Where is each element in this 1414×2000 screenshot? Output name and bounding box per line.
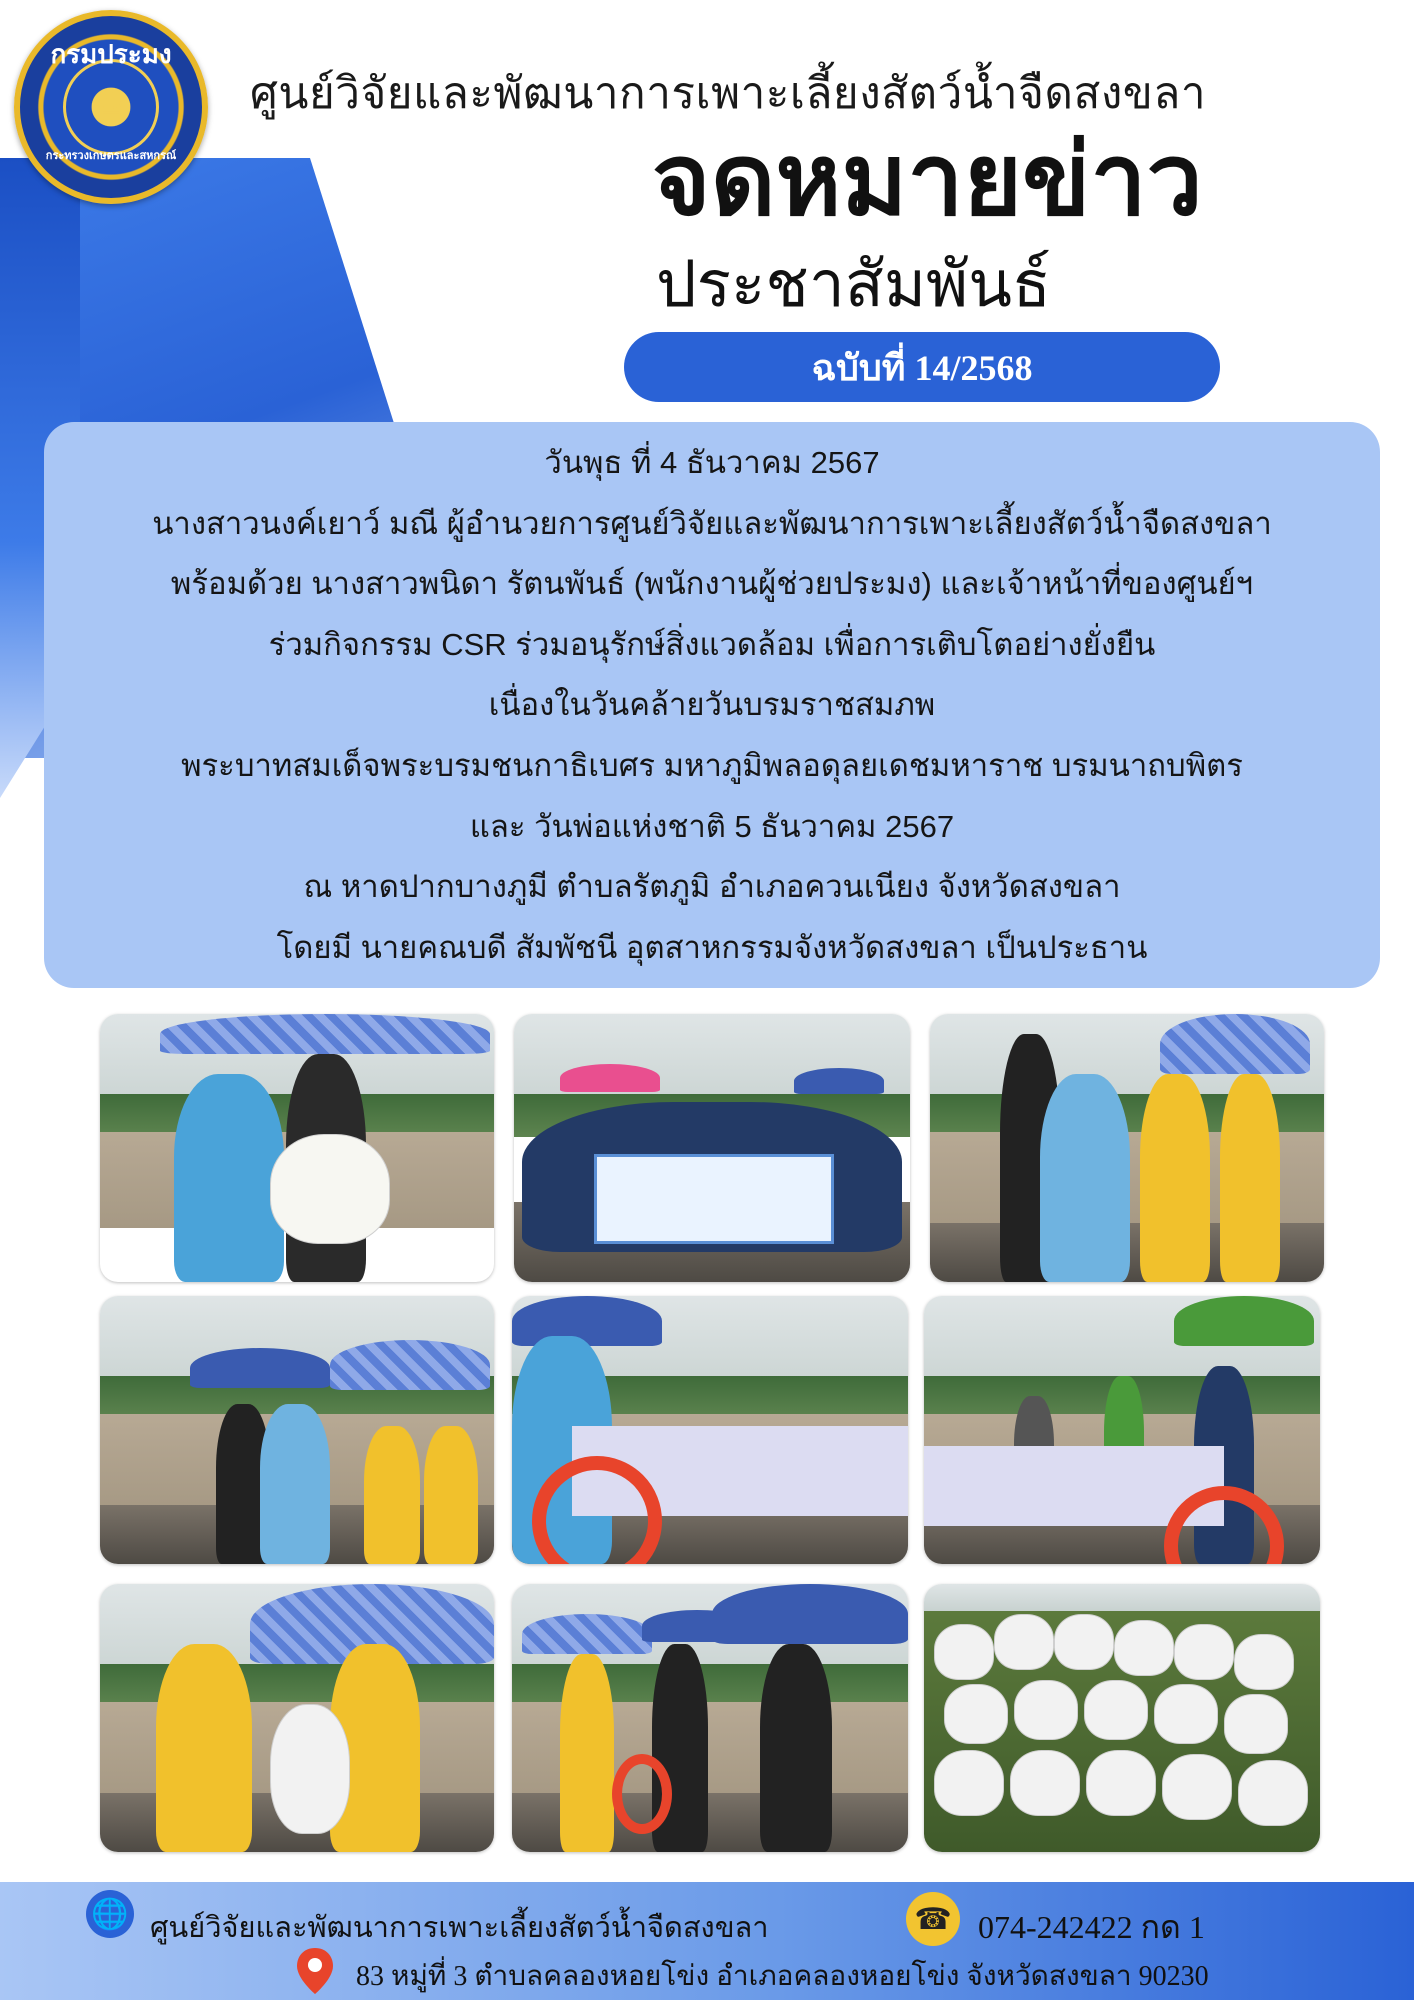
- event-photo-holding-fish-bags: [100, 1584, 494, 1852]
- summary-line: โดยมี นายคณบดี สัมพัชนี อุตสาหกรรมจังหวัดสงขลา เป็นประธาน: [276, 929, 1148, 965]
- event-photo-fish-bags-grass: [924, 1584, 1320, 1852]
- summary-line: ณ หาดปากบางภูมี ตำบลรัตภูมิ อำเภอควนเนียง จังหวัดสงขลา: [303, 869, 1121, 905]
- event-photo-officials: [930, 1014, 1324, 1282]
- phone-icon: ☎: [906, 1892, 960, 1946]
- summary-line: ร่วมกิจกรรม CSR ร่วมอนุรักษ์สิ่งแวดล้อม เพื่อการเติบโตอย่างยั่งยืน: [268, 626, 1156, 662]
- footer-organization: ศูนย์วิจัยและพัฒนาการเพาะเลี้ยงสัตว์น้ำจืดสงขลา: [150, 1912, 769, 1944]
- footer-phone-number: 074-242422 กด 1: [978, 1909, 1205, 1945]
- summary-line: นางสาวนงค์เยาว์ มณี ผู้อำนวยการศูนย์วิจัยและพัฒนาการเพาะเลี้ยงสัตว์น้ำจืดสงขลา: [152, 505, 1272, 541]
- event-photo-group-banner: [514, 1014, 910, 1282]
- logo-bottom-text: กระทรวงเกษตรและสหกรณ์: [45, 150, 177, 162]
- summary-line: และ วันพ่อแห่งชาติ 5 ธันวาคม 2567: [469, 808, 955, 844]
- globe-icon: 🌐: [86, 1890, 134, 1938]
- newsletter-subtitle: ประชาสัมพันธ์: [656, 248, 1051, 320]
- summary-line: พระบาทสมเด็จพระบรมชนกาธิเบศร มหาภูมิพลอดุลยเดชมหาราช บรมนาถบพิตร: [181, 747, 1243, 783]
- emblem-icon: ♛: [63, 59, 159, 155]
- event-photo-fish-release-sheet: [512, 1296, 908, 1564]
- issue-number: ฉบับที่ 14/2568: [811, 347, 1033, 388]
- summary-line: วันพุธ ที่ 4 ธันวาคม 2567: [544, 445, 880, 480]
- department-of-fisheries-logo: [14, 10, 208, 204]
- map-pin-icon: [290, 1946, 340, 1996]
- summary-line: พร้อมด้วย นางสาวพนิดา รัตนพันธ์ (พนักงานผู้ช่วยประมง) และเจ้าหน้าที่ของศูนย์ฯ: [170, 566, 1254, 602]
- event-photo-umbrellas-riverbank: [512, 1584, 908, 1852]
- organization-title: ศูนย์วิจัยและพัฒนาการเพาะเลี้ยงสัตว์น้ำจืดสงขลา: [250, 69, 1207, 118]
- news-summary-panel: [44, 422, 1380, 988]
- issue-number-badge: [624, 332, 1220, 402]
- event-photo-ceremony: [100, 1296, 494, 1564]
- event-photo-fish-release-group: [924, 1296, 1320, 1564]
- footer-address: 83 หมู่ที่ 3 ตำบลคลองหอยโข่ง อำเภอคลองหอยโข่ง จังหวัดสงขลา 90230: [356, 1961, 1209, 1992]
- newsletter-title: จดหมายข่าว: [652, 124, 1203, 236]
- event-photo-speaker: [100, 1014, 494, 1282]
- logo-top-text: กรมประมง: [50, 39, 172, 69]
- summary-line: เนื่องในวันคล้ายวันบรมราชสมภพ: [488, 687, 936, 723]
